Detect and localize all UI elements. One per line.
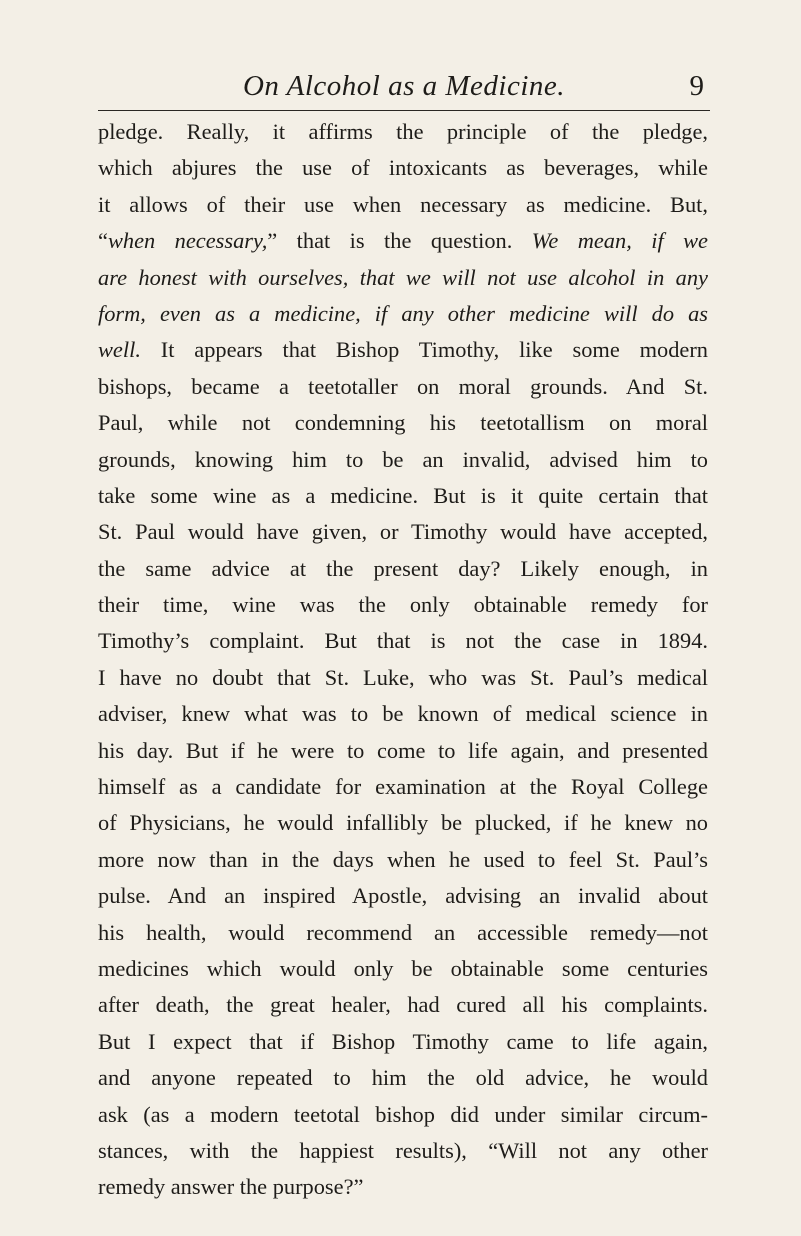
text-line: the same advice at the present day? Likely enough, in xyxy=(98,555,708,581)
page-header xyxy=(98,66,710,110)
text-line: “when necessary,” that is the question. We mean, if we xyxy=(98,228,708,254)
text-line: ask (as a modern teetotal bishop did under similar circum- xyxy=(98,1101,708,1127)
italic-phrase: We mean, if we xyxy=(531,228,708,254)
text-line: take some wine as a medicine. But is it quite certain that xyxy=(98,482,708,508)
text-line: after death, the great healer, had cured all his complaints. xyxy=(98,992,708,1018)
text-line: more now than in the days when he used to feel St. Paul’s xyxy=(98,846,708,872)
running-title: On Alcohol as a Medicine. xyxy=(242,70,566,102)
text-line: St. Paul would have given, or Timothy would have accepted, xyxy=(98,519,708,545)
body-paragraph xyxy=(98,114,708,1206)
text-line: their time, wine was the only obtainable remedy for xyxy=(98,592,708,618)
text-line-last: remedy answer the purpose?” xyxy=(98,1174,364,1200)
text-line-italic: are honest with ourselves, that we will not use alcohol in any xyxy=(98,264,708,290)
text-line: which abjures the use of intoxicants as beverages, while xyxy=(98,155,708,181)
text-line: it allows of their use when necessary as medicine. But, xyxy=(98,191,708,217)
text-line: and anyone repeated to him the old advice, he would xyxy=(98,1065,708,1091)
italic-phrase: well. xyxy=(98,337,141,363)
text-line: well. It appears that Bishop Timothy, like some modern xyxy=(98,337,708,363)
text-line: adviser, knew what was to be known of medical science in xyxy=(98,701,708,727)
text-line: of Physicians, he would infallibly be plucked, if he knew no xyxy=(98,810,708,836)
header-rule xyxy=(98,110,710,111)
text-line: medicines which would only be obtainable some centuries xyxy=(98,955,708,981)
text-line: grounds, knowing him to be an invalid, advised him to xyxy=(98,446,708,472)
text-line: Timothy’s complaint. But that is not the case in 1894. xyxy=(98,628,708,654)
text-line: pulse. And an inspired Apostle, advising an invalid about xyxy=(98,883,708,909)
text-line: his health, would recommend an accessible remedy—not xyxy=(98,919,708,945)
text-line: stances, with the happiest results), “Will not any other xyxy=(98,1137,708,1163)
text-line: I have no doubt that St. Luke, who was St. Paul’s medical xyxy=(98,664,708,690)
text-line: pledge. Really, it affirms the principle of the pledge, xyxy=(98,119,708,144)
italic-phrase: when necessary, xyxy=(107,228,268,254)
text-line-italic: form, even as a medicine, if any other medicine will do as xyxy=(98,300,708,326)
text-line: Paul, while not condemning his teetotallism on moral xyxy=(98,410,708,436)
text-line: But I expect that if Bishop Timothy came to life again, xyxy=(98,1028,708,1054)
text-line: himself as a candidate for examination at the Royal College xyxy=(98,774,708,800)
page-number: 9 xyxy=(689,70,704,102)
text-line: bishops, became a teetotaller on moral grounds. And St. xyxy=(98,373,708,399)
text-line: his day. But if he were to come to life again, and presented xyxy=(98,737,708,763)
